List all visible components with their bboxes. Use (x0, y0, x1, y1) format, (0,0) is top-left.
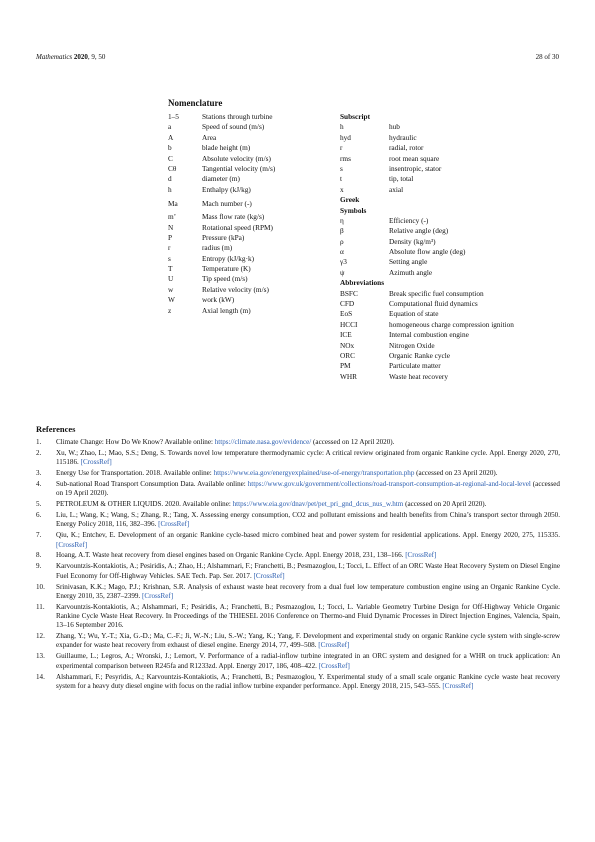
nomenclature-right-column (340, 112, 514, 382)
nomenclature-description: Tangential velocity (m/s) (202, 163, 276, 173)
nomenclature-symbol: N (168, 222, 174, 232)
subscript-heading: Subscript (340, 112, 371, 121)
abbreviation-description: Break specific fuel consumption (389, 288, 484, 298)
nomenclature-symbol: C (168, 153, 173, 163)
reference-item (36, 562, 560, 581)
abbreviation-description: Internal combustion engine (389, 330, 469, 340)
reference-item (36, 652, 560, 671)
subscript-row (340, 163, 442, 174)
reference-number: 1. (36, 438, 42, 446)
reference-link[interactable]: [CrossRef] (405, 551, 437, 560)
abbreviation-list (340, 288, 514, 383)
subscript-row (340, 184, 404, 195)
reference-item (36, 438, 560, 447)
reference-text: Karvountzis-Kontakiotis, A.; Pesiridis, A.; Zhao, H.; Alshammari, F.; Franchetti, B.; Pesmazoglou, I.; Tocci, L. Effect of an ORC Waste Heat Recovery System on Diesel Engine Fuel Economy for Off-Highway Vehicles. SAE Tech. Pap. Ser. 2017. (56, 562, 560, 580)
abbreviation-description: Organic Ranke cycle (389, 350, 451, 360)
reference-access-date: (accessed on 23 April 2020). (414, 469, 498, 478)
references-list (36, 438, 560, 693)
greek-row (340, 236, 436, 247)
reference-text: Karvountzis-Kontakiotis, A.; Alshammari, F.; Pesiridis, A.; Franchetti, B.; Pesmazoglou, I.; Tocci, L. Variable Geometry Turbine Design for Off-Highway Vehicle Organic Rankine Cycle Waste Heat Recovery. In Proceedings of the THIESEL 2016 Conference on Thermo-and Fluid Dynamic Processes in Direct Injection Engines, Valencia, Spain, 13–16 September 2016. (56, 602, 560, 630)
nomenclature-description: radius (m) (202, 243, 233, 253)
abbreviation-symbol: ICE (340, 330, 352, 340)
reference-link[interactable]: https://climate.nasa.gov/evidence/ (214, 438, 312, 446)
abbreviation-symbol: WHR (340, 371, 358, 381)
nomenclature-description: Temperature (K) (202, 264, 251, 274)
subscript-row (340, 143, 424, 153)
reference-item (36, 531, 560, 550)
abbreviation-symbol: EoS (340, 309, 353, 319)
greek-row (340, 257, 428, 267)
subscript-symbol: s (340, 163, 343, 173)
nomenclature-description: Pressure (kPa) (202, 232, 245, 242)
greek-symbol: α (340, 247, 344, 257)
abbreviation-row (340, 361, 441, 371)
reference-text: Qiu, K.; Entchev, E. Development of an organic Rankine cycle-based micro combined heat and power system for residential applications. Appl. Energy 2020, 275, 115335. (56, 531, 560, 540)
abbreviation-symbol: BSFC (340, 288, 358, 298)
journal-year: 2020 (73, 53, 88, 61)
nomenclature-description: Absolute velocity (m/s) (202, 153, 271, 163)
subscript-description: root mean square (389, 153, 440, 163)
subscript-symbol: h (340, 122, 344, 132)
running-header-citation (36, 53, 105, 61)
reference-item (36, 469, 560, 478)
abbreviation-symbol: CFD (340, 299, 355, 309)
greek-row (340, 247, 466, 257)
reference-link[interactable]: [CrossRef] (253, 571, 285, 580)
reference-number: 12. (36, 632, 45, 641)
nomenclature-symbol: Cθ (168, 163, 177, 173)
nomenclature-description: Relative velocity (m/s) (202, 284, 269, 294)
journal-name: Mathematics (36, 53, 73, 61)
journal-volume: , 9, 50 (87, 53, 106, 61)
greek-description: Setting angle (389, 257, 428, 267)
reference-text: Alshammari, F.; Pesyridis, A.; Karvountzis-Kontakiotis, A.; Franchetti, B.; Pesmazoglou, Y. Experimental study of a small scale organic Rankine cycle waste heat recovery system for a heavy duty diesel engine with focus on the radial inflow turbine expander performance. Appl. Energy 2018, 215, 543–555. (56, 672, 560, 690)
reference-text: Liu, L.; Wang, K.; Wang, S.; Zhang, R.; Tang, X. Assessing energy consumption, CO2 and pollutant emissions and health benefits from China’s transport sector through 2050. Energy Policy 2018, 116, 382–396. (56, 511, 560, 529)
subscript-list (340, 122, 442, 195)
nomenclature-symbol: z (168, 305, 172, 315)
greek-symbol: ρ (340, 236, 344, 246)
abbreviation-symbol: NOx (340, 340, 355, 350)
reference-text: Sub-national Road Transport Consumption Data. Available online: (56, 479, 248, 488)
reference-number: 11. (36, 602, 45, 611)
greek-symbol: γ3 (340, 257, 347, 267)
nomenclature-description: Tip speed (m/s) (202, 274, 248, 284)
page-number: 28 of 30 (535, 53, 559, 61)
greek-row (340, 267, 433, 278)
nomenclature-symbol: 1–5 (168, 112, 179, 121)
reference-number: 7. (36, 531, 42, 540)
nomenclature-description: work (kW) (202, 295, 235, 305)
nomenclature-description: Mass flow rate (kg/s) (202, 212, 265, 222)
abbreviation-description: Waste heat recovery (389, 371, 448, 381)
subscript-description: insentropic, stator (389, 163, 442, 173)
greek-symbol: η (340, 215, 344, 225)
subscript-row (340, 132, 417, 143)
nomenclature-symbol: m’ (168, 212, 177, 222)
nomenclature-description: Mach number (-) (202, 199, 252, 209)
reference-text: Srinivasan, K.K.; Mago, P.J.; Krishnan, S.R. Analysis of exhaust waste heat recovery from a dual fuel low temperature combustion engine using an Organic Rankine Cycle. Energy 2010, 35, 2387–2399. (56, 582, 560, 600)
greek-description: Absolute flow angle (deg) (389, 247, 466, 257)
subscript-description: tip, total (389, 174, 414, 184)
subscript-description: hydraulic (389, 132, 417, 142)
nomenclature-description: Speed of sound (m/s) (202, 122, 265, 132)
reference-text: Hoang, A.T. Waste heat recovery from diesel engines based on Organic Rankine Cycle. Appl. Energy 2018, 231, 138–166. (56, 551, 406, 560)
abbreviation-row (340, 350, 451, 361)
abbreviation-description: Particulate matter (389, 361, 441, 371)
reference-item (36, 480, 560, 499)
nomenclature-symbol: w (168, 284, 174, 294)
nomenclature-symbol: Ma (168, 199, 178, 209)
reference-link[interactable]: [CrossRef] (56, 540, 88, 549)
reference-item (36, 632, 560, 651)
reference-item (36, 511, 560, 530)
greek-description: Density (kg/m³) (389, 236, 436, 246)
reference-number: 2. (36, 448, 42, 457)
subscript-symbol: hyd (340, 132, 351, 142)
reference-item (36, 583, 560, 602)
nomenclature-symbol: s (168, 253, 171, 263)
nomenclature-symbol: b (168, 143, 172, 153)
nomenclature-symbol: d (168, 174, 172, 184)
reference-link[interactable]: [CrossRef] (158, 520, 190, 529)
nomenclature-description: Area (202, 132, 217, 142)
reference-link[interactable]: [CrossRef] (318, 661, 350, 670)
reference-access-date: (accessed on 20 April 2020). (403, 500, 487, 509)
nomenclature-title: Nomenclature (168, 98, 223, 108)
reference-link[interactable]: [CrossRef] (318, 641, 350, 650)
subscript-symbol: r (340, 143, 343, 153)
abbreviations-heading: Abbreviations (340, 278, 385, 288)
reference-text: Energy Use for Transportation. 2018. Available online: (56, 469, 214, 478)
abbreviation-row (340, 288, 484, 299)
nomenclature-symbol: a (168, 122, 172, 132)
reference-link[interactable]: https://www.eia.gov/dnav/pet/pet_pri_gnd_dcus_nus_w.htm (232, 500, 404, 509)
abbreviation-row (340, 330, 469, 340)
nomenclature-symbol: U (168, 274, 174, 284)
greek-row (340, 226, 449, 236)
abbreviation-symbol: ORC (340, 350, 356, 360)
nomenclature-symbol: A (168, 132, 174, 142)
abbreviation-row (340, 319, 514, 330)
reference-item (36, 603, 560, 631)
reference-text: Xu, W.; Zhao, L.; Mao, S.S.; Deng, S. Towards novel low temperature thermodynamic cycle: A critical review originated from organic Rankine cycle. Appl. Energy 2020, 270, 115186. (56, 448, 560, 467)
subscript-symbol: x (340, 184, 344, 194)
abbreviation-row (340, 371, 448, 382)
reference-text: Guillaume, L.; Legros, A.; Wronski, J.; Lemort, V. Performance of a radial-inflow turbine integrated in an ORC system and designed for a WHR on truck application: An experimental comparison between R245fa and R1233zd. Appl. Energy 2017, 186, 408–422. (56, 652, 560, 670)
abbreviation-description: homogeneous charge compression ignition (389, 319, 514, 329)
references-heading: References (36, 424, 76, 434)
reference-link[interactable]: [CrossRef] (141, 591, 174, 600)
greek-description: Efficiency (-) (389, 215, 429, 225)
abbreviation-symbol: HCCI (340, 319, 358, 329)
nomenclature-description: Stations through turbine (202, 112, 273, 121)
reference-number: 13. (36, 652, 45, 661)
reference-number: 14. (36, 672, 45, 681)
nomenclature-description: diameter (m) (202, 174, 240, 184)
abbreviation-row (340, 309, 439, 319)
subscript-description: axial (389, 184, 404, 194)
subscript-symbol: rms (340, 153, 351, 163)
reference-link[interactable]: [CrossRef] (80, 458, 112, 467)
nomenclature-description: Enthalpy (kJ/kg) (202, 184, 251, 194)
abbreviation-description: Computational fluid dynamics (389, 299, 478, 309)
reference-number: 9. (36, 562, 42, 571)
reference-number: 8. (36, 551, 42, 560)
reference-number: 6. (36, 511, 42, 520)
nomenclature-description: Entropy (kJ/kg·k) (202, 253, 255, 263)
subscript-symbol: t (340, 174, 343, 184)
greek-symbol: β (340, 226, 344, 236)
reference-item (36, 673, 560, 692)
reference-link[interactable]: [CrossRef] (442, 681, 474, 690)
reference-number: 10. (36, 582, 45, 591)
reference-item (36, 500, 560, 509)
subscript-row (340, 122, 400, 132)
reference-number: 5. (36, 500, 42, 509)
nomenclature-symbol: T (168, 264, 173, 274)
reference-access-date: (accessed on 19 April 2020). (56, 479, 560, 498)
reference-item (36, 449, 560, 468)
nomenclature-symbol: W (168, 295, 175, 305)
reference-text: PETROLEUM & OTHER LIQUIDS. 2020. Available online: (56, 500, 233, 509)
reference-text: Zhang, Y.; Wu, Y.-T.; Xia, G.-D.; Ma, C.-F.; Ji, W.-N.; Liu, S.-W.; Yang, K.; Yang, F. Development and experimental study on organic Rankine cycle system with single-screw expander for waste heat recovery from exhaust of diesel engine. Energy 2014, 77, 499–508. (56, 632, 560, 650)
greek-symbol: ψ (340, 267, 345, 277)
abbreviation-description: Equation of state (389, 309, 439, 319)
subscript-row (340, 174, 414, 184)
nomenclature-description: blade height (m) (202, 143, 251, 153)
greek-heading-line2: Symbols (340, 205, 367, 215)
reference-access-date: (accessed on 12 April 2020). (311, 438, 395, 446)
greek-symbol-list (340, 215, 466, 278)
reference-link[interactable]: https://www.gov.uk/government/collections/road-transport-consumption-at-regional-and-local-level (247, 479, 531, 488)
abbreviation-row (340, 299, 478, 309)
nomenclature-symbol: h (168, 184, 172, 194)
reference-text: Climate Change: How Do We Know? Available online: (56, 438, 215, 446)
abbreviation-description: Nitrogen Oxide (389, 340, 435, 350)
subscript-row (340, 153, 440, 164)
reference-link[interactable]: https://www.eia.gov/energyexplained/use-of-energy/transportation.php (213, 469, 415, 478)
nomenclature-description: Axial length (m) (202, 305, 251, 315)
greek-row (340, 215, 429, 226)
reference-number: 4. (36, 479, 42, 488)
subscript-description: hub (389, 122, 400, 132)
nomenclature-symbol: r (168, 243, 171, 253)
greek-description: Relative angle (deg) (389, 226, 449, 236)
subscript-description: radial, rotor (389, 143, 424, 153)
reference-number: 3. (36, 469, 42, 478)
nomenclature-symbol: P (168, 232, 173, 242)
abbreviation-row (340, 340, 435, 351)
reference-item (36, 551, 560, 560)
abbreviation-symbol: PM (340, 361, 351, 371)
nomenclature-description: Rotational speed (RPM) (202, 222, 273, 232)
greek-description: Azimuth angle (389, 267, 433, 277)
greek-heading-line1: Greek (340, 195, 360, 205)
